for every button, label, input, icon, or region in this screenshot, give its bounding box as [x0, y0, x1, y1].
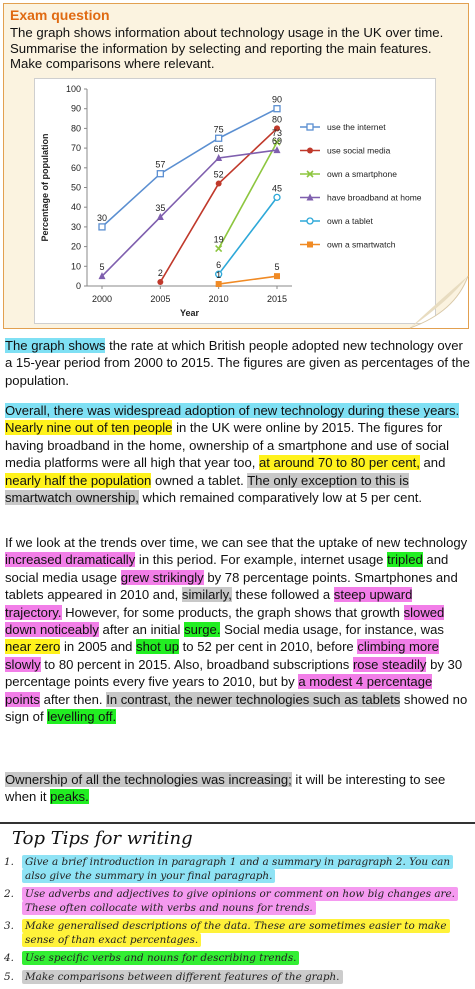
highlight-yellow: at around 70 to 80 per cent,: [259, 455, 420, 471]
y-tick-label: 50: [70, 182, 81, 193]
paragraph-text: in this period. For example, internet usage: [135, 552, 388, 568]
paragraph-text: the rate at which British people adopted new technology over a 15-year period from 2000 to 2015. The figures are given as percentages of the population.: [5, 338, 470, 388]
y-tick-label: 20: [70, 241, 81, 252]
data-label: 19: [213, 234, 224, 245]
legend-label: have broadband at home: [327, 192, 422, 203]
paragraph-text: it will be interesting to see when it: [5, 772, 446, 805]
tip-text: Make comparisons between different features of the graph.: [22, 970, 343, 984]
paragraph-text: showed no sign of: [5, 691, 468, 725]
tips-title: Top Tips for writing: [12, 828, 193, 849]
highlight-gray: In contrast, the newer technologies such as tablets: [106, 691, 401, 707]
x-tick-label: 2005: [150, 294, 171, 304]
highlight-yellow: Nearly nine out of ten people: [5, 420, 173, 436]
x-tick-label: 2000: [91, 294, 113, 304]
highlight-pink: slowed down noticeably: [5, 604, 445, 638]
paragraph-text: by 78 percentage points. Smartphones and tablets appeared in 2010 and,: [5, 569, 458, 603]
highlight-blue: The graph shows: [5, 338, 106, 353]
highlight-gray: similarly,: [181, 587, 232, 603]
tip-item: [4, 952, 471, 966]
legend-label: own a tablet: [327, 216, 373, 226]
y-tick-label: 70: [70, 143, 81, 154]
tip-text: Use adverbs and adjectives to give opinions or comment on how big changes are. These often collocate with verbs and nouns for trends.: [22, 887, 458, 915]
paragraph-text: and social media usage: [5, 552, 449, 585]
x-tick-label: 2015: [266, 294, 288, 304]
x-axis-title: Year: [179, 308, 200, 318]
y-tick-label: 30: [70, 221, 81, 232]
data-label: 2: [157, 268, 163, 279]
paragraph-text: which remained comparatively low at 5 per cent.: [138, 490, 423, 506]
trends-paragraph: [5, 534, 470, 725]
data-label: 80: [271, 114, 283, 125]
tip-text: Make generalised descriptions of the data. These are sometimes easier to make sense of than exact percentages.: [22, 919, 450, 947]
highlight-gray: The only exception to this is smartwatch ownership,: [5, 472, 409, 506]
y-tick-label: 60: [70, 162, 81, 173]
data-label: 57: [155, 159, 166, 170]
data-label: 73: [271, 128, 283, 139]
tip-number: 1.: [4, 856, 14, 868]
exam-title: Exam question: [10, 7, 110, 23]
paragraph-text: after then.: [39, 691, 107, 707]
tip-item: [4, 856, 471, 883]
data-label: 6: [216, 260, 222, 271]
tip-text: Give a brief introduction in paragraph 1 and a summary in paragraph 2. You can also give the summary in your final paragraph.: [22, 855, 453, 883]
highlight-yellow: near zero: [5, 639, 61, 655]
page-curl-decoration: [0, 0, 475, 340]
data-label: 52: [213, 169, 224, 180]
highlight-blue: Overall, there was widespread adoption of new technology during these years.: [5, 403, 460, 418]
legend-label: own a smartphone: [327, 169, 397, 179]
data-label: 5: [274, 262, 280, 273]
tip-item: [4, 920, 471, 947]
x-tick-label: 2010: [208, 294, 229, 304]
paragraph-text: in 2005 and: [60, 639, 137, 655]
data-label: 90: [271, 94, 283, 105]
section-divider: [0, 822, 475, 824]
legend-label: own a smartwatch: [327, 239, 396, 250]
paragraph-text: If we look at the trends over time, we can see that the uptake of new technology: [5, 535, 468, 550]
tip-number: 5.: [4, 970, 14, 983]
tip-text: Use specific verbs and nouns for describing trends.: [22, 951, 299, 965]
highlight-green: peaks.: [50, 789, 89, 805]
tip-number: 4.: [4, 952, 14, 964]
data-label: 45: [271, 183, 283, 194]
tip-item: [4, 888, 471, 915]
highlight-green: surge.: [184, 622, 221, 638]
tip-number: 2.: [4, 888, 14, 900]
data-label: 69: [271, 136, 283, 147]
tip-number: 3.: [4, 920, 14, 932]
highlight-pink: steep upward trajectory.: [5, 587, 413, 620]
highlight-green: shot up: [136, 639, 179, 655]
y-tick-label: 100: [65, 84, 81, 94]
highlight-green: tripled: [387, 552, 423, 568]
intro-paragraph: [5, 337, 470, 389]
paragraph-text: these followed a: [231, 587, 334, 603]
exam-instructions: The graph shows information about technology usage in the UK over time. Summarise the information by selecting and reporting the main features. Make comparisons where relevant.: [10, 25, 444, 71]
paragraph-text: in the UK were online by 2015. The figures for having broadband in the home, ownership of a smartphone and use of social media platforms were all high that year too,: [5, 420, 450, 471]
highlight-yellow: nearly half the population: [5, 472, 152, 488]
conclusion-paragraph: [5, 771, 470, 806]
overview-paragraph: [5, 402, 470, 506]
paragraph-text: to 52 per cent in 2010, before: [179, 639, 358, 655]
highlight-pink: grew strikingly: [120, 569, 204, 585]
tips-list: [4, 856, 471, 989]
data-label: 30: [96, 212, 108, 223]
y-tick-label: 10: [70, 261, 81, 272]
data-label: 5: [99, 262, 105, 273]
y-tick-label: 80: [70, 123, 81, 134]
data-label: 35: [155, 203, 166, 214]
highlight-green: levelling off.: [47, 709, 117, 725]
data-label: 65: [213, 143, 224, 154]
paragraph-text: by 30 percentage points every five years to 2010, but by: [5, 656, 463, 690]
paragraph-text: Social media usage, for instance, was: [220, 622, 444, 638]
legend-label: use social media: [327, 145, 391, 156]
highlight-pink: climbing more slowly: [5, 639, 439, 672]
data-label: 1: [216, 270, 222, 281]
data-label: 75: [213, 124, 224, 135]
paragraph-text: and: [419, 455, 446, 471]
paragraph-text: to 80 percent in 2015. Also, broadband subscriptions: [40, 656, 353, 672]
y-tick-label: 40: [70, 202, 81, 213]
y-tick-label: 90: [70, 103, 81, 114]
y-tick-label: 0: [75, 281, 81, 291]
paragraph-text: However, for some products, the graph shows that growth: [61, 604, 404, 620]
paragraph-text: owned a tablet.: [151, 472, 248, 488]
paragraph-text: after an initial: [98, 622, 185, 638]
highlight-pink: a modest 4 percentage points: [5, 674, 433, 707]
highlight-pink: increased dramatically: [5, 552, 136, 568]
highlight-pink: rose steadily: [352, 656, 427, 672]
legend-label: use the internet: [327, 122, 386, 132]
y-axis-title: Percentage of population: [40, 133, 50, 242]
tip-item: [4, 971, 471, 985]
highlight-gray: Ownership of all the technologies was increasing;: [5, 772, 292, 787]
